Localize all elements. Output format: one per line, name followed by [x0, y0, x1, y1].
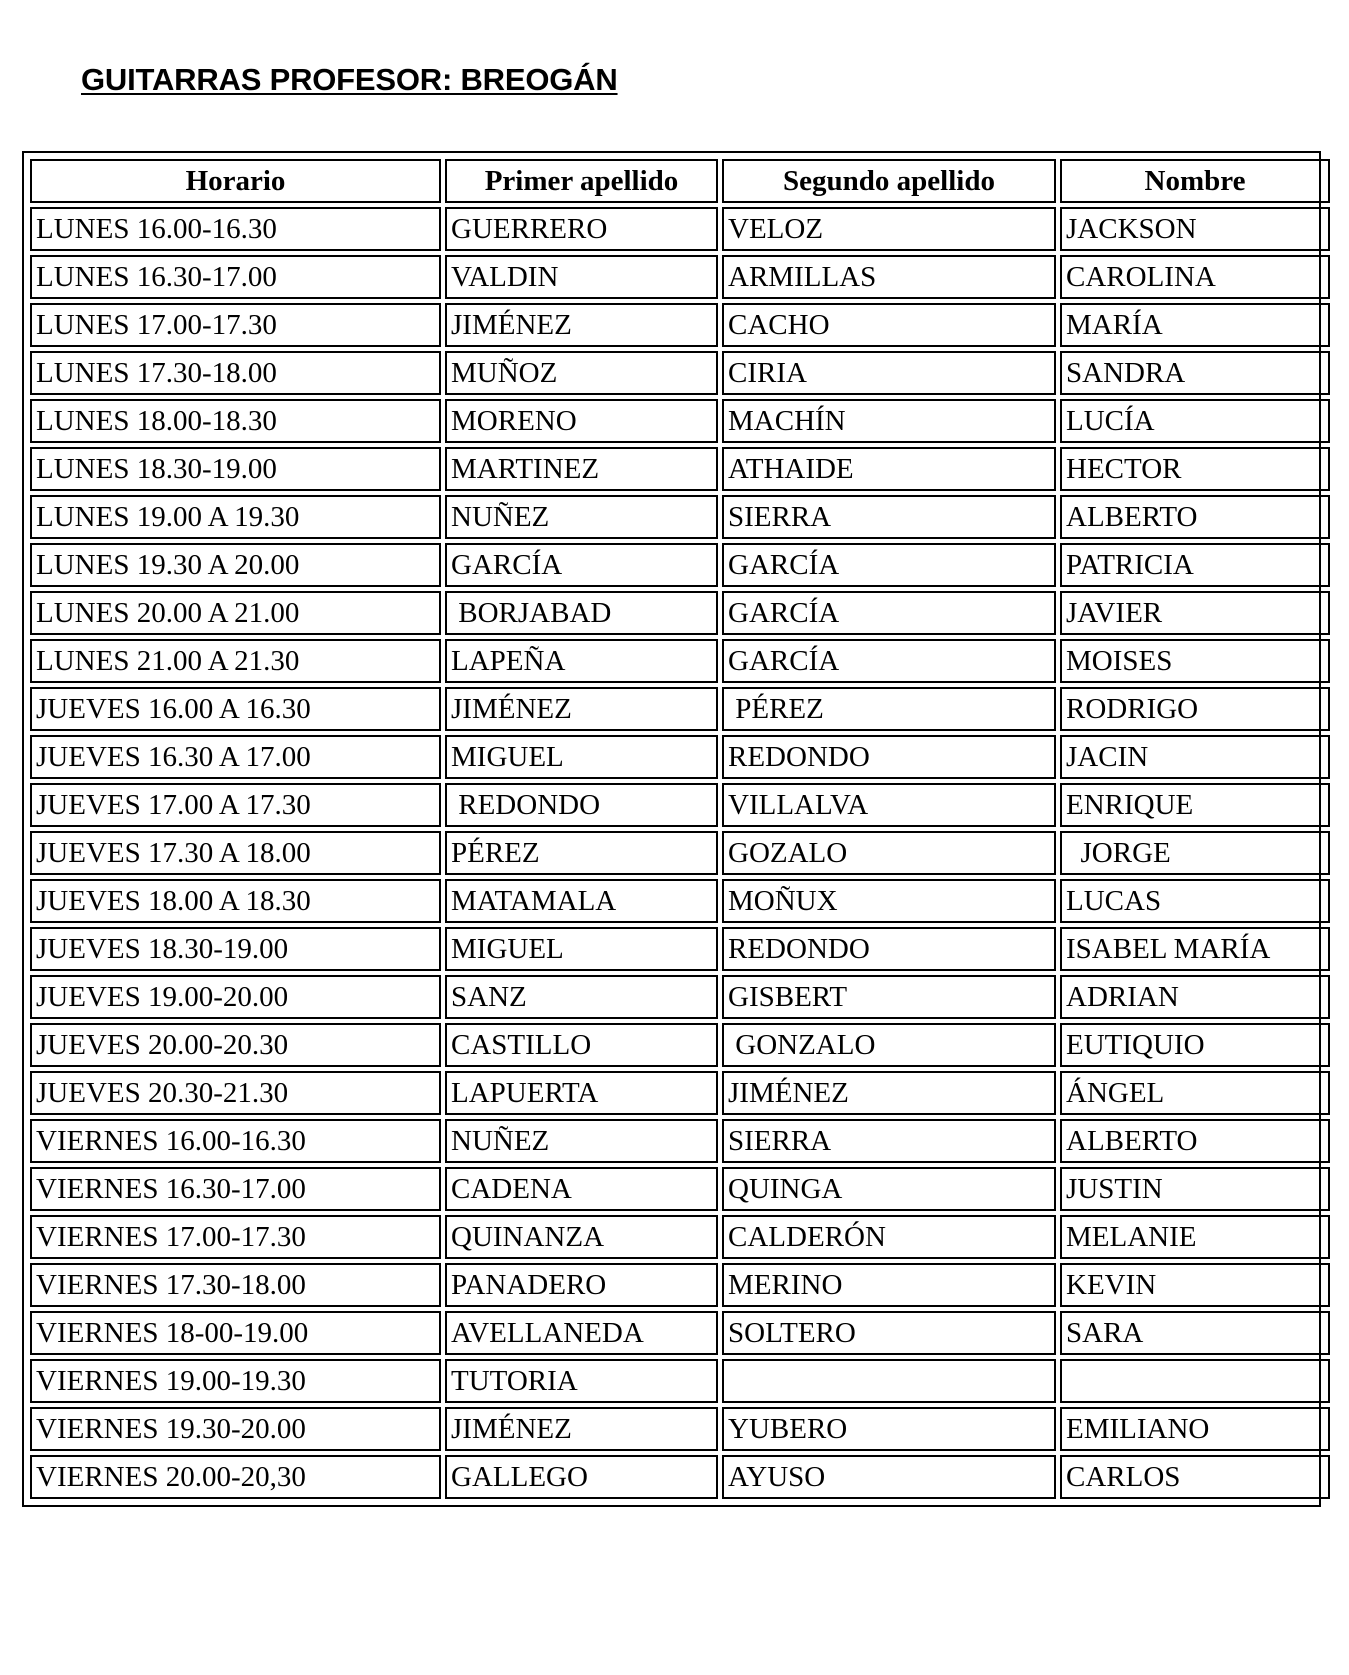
nombre-cell: LUCAS [1060, 879, 1330, 923]
primer-apellido-cell: QUINANZA [445, 1215, 718, 1259]
segundo-apellido-cell: CACHO [722, 303, 1056, 347]
primer-apellido-cell: CADENA [445, 1167, 718, 1211]
nombre-cell: SARA [1060, 1311, 1330, 1355]
nombre-cell: ISABEL MARÍA [1060, 927, 1330, 971]
segundo-apellido-cell: SOLTERO [722, 1311, 1056, 1355]
primer-apellido-cell: PÉREZ [445, 831, 718, 875]
column-header-segundo-apellido: Segundo apellido [722, 159, 1056, 203]
horario-cell: LUNES 18.30-19.00 [30, 447, 441, 491]
segundo-apellido-cell: YUBERO [722, 1407, 1056, 1451]
nombre-cell: JUSTIN [1060, 1167, 1330, 1211]
segundo-apellido-cell: ATHAIDE [722, 447, 1056, 491]
nombre-cell: EUTIQUIO [1060, 1023, 1330, 1067]
nombre-cell: KEVIN [1060, 1263, 1330, 1307]
segundo-apellido-cell: GARCÍA [722, 639, 1056, 683]
horario-cell: LUNES 19.00 A 19.30 [30, 495, 441, 539]
segundo-apellido-cell: MERINO [722, 1263, 1056, 1307]
primer-apellido-cell: TUTORIA [445, 1359, 718, 1403]
horario-cell: LUNES 20.00 A 21.00 [30, 591, 441, 635]
nombre-cell: MARÍA [1060, 303, 1330, 347]
table-row [30, 1455, 1330, 1499]
schedule-table [26, 155, 1334, 1503]
horario-cell: VIERNES 17.00-17.30 [30, 1215, 441, 1259]
nombre-cell: ALBERTO [1060, 1119, 1330, 1163]
schedule-table-frame [22, 151, 1321, 1507]
schedule-body [30, 207, 1330, 1499]
table-row [30, 927, 1330, 971]
horario-cell: LUNES 19.30 A 20.00 [30, 543, 441, 587]
primer-apellido-cell: LAPEÑA [445, 639, 718, 683]
nombre-cell: SANDRA [1060, 351, 1330, 395]
segundo-apellido-cell: MOÑUX [722, 879, 1056, 923]
nombre-cell: ADRIAN [1060, 975, 1330, 1019]
horario-cell: LUNES 16.00-16.30 [30, 207, 441, 251]
primer-apellido-cell: GARCÍA [445, 543, 718, 587]
nombre-cell: RODRIGO [1060, 687, 1330, 731]
table-row [30, 351, 1330, 395]
segundo-apellido-cell: SIERRA [722, 495, 1056, 539]
nombre-cell: LUCÍA [1060, 399, 1330, 443]
primer-apellido-cell: JIMÉNEZ [445, 303, 718, 347]
horario-cell: LUNES 18.00-18.30 [30, 399, 441, 443]
primer-apellido-cell: JIMÉNEZ [445, 1407, 718, 1451]
table-row [30, 783, 1330, 827]
segundo-apellido-cell: GONZALO [722, 1023, 1056, 1067]
primer-apellido-cell: LAPUERTA [445, 1071, 718, 1115]
nombre-cell [1060, 1359, 1330, 1403]
nombre-cell: ENRIQUE [1060, 783, 1330, 827]
horario-cell: LUNES 17.30-18.00 [30, 351, 441, 395]
horario-cell: JUEVES 20.00-20.30 [30, 1023, 441, 1067]
horario-cell: JUEVES 18.30-19.00 [30, 927, 441, 971]
primer-apellido-cell: AVELLANEDA [445, 1311, 718, 1355]
horario-cell: JUEVES 17.00 A 17.30 [30, 783, 441, 827]
segundo-apellido-cell: MACHÍN [722, 399, 1056, 443]
segundo-apellido-cell: JIMÉNEZ [722, 1071, 1056, 1115]
table-row [30, 1311, 1330, 1355]
table-row [30, 1359, 1330, 1403]
primer-apellido-cell: MUÑOZ [445, 351, 718, 395]
nombre-cell: EMILIANO [1060, 1407, 1330, 1451]
table-row [30, 831, 1330, 875]
horario-cell: VIERNES 19.30-20.00 [30, 1407, 441, 1451]
segundo-apellido-cell: CALDERÓN [722, 1215, 1056, 1259]
segundo-apellido-cell: AYUSO [722, 1455, 1056, 1499]
table-row [30, 255, 1330, 299]
primer-apellido-cell: MATAMALA [445, 879, 718, 923]
nombre-cell: CARLOS [1060, 1455, 1330, 1499]
primer-apellido-cell: MIGUEL [445, 927, 718, 971]
horario-cell: VIERNES 17.30-18.00 [30, 1263, 441, 1307]
table-row [30, 879, 1330, 923]
nombre-cell: MOISES [1060, 639, 1330, 683]
segundo-apellido-cell: PÉREZ [722, 687, 1056, 731]
column-header-nombre: Nombre [1060, 159, 1330, 203]
segundo-apellido-cell: CIRIA [722, 351, 1056, 395]
segundo-apellido-cell: GISBERT [722, 975, 1056, 1019]
primer-apellido-cell: PANADERO [445, 1263, 718, 1307]
primer-apellido-cell: SANZ [445, 975, 718, 1019]
primer-apellido-cell: CASTILLO [445, 1023, 718, 1067]
primer-apellido-cell: MIGUEL [445, 735, 718, 779]
table-row [30, 735, 1330, 779]
nombre-cell: ÁNGEL [1060, 1071, 1330, 1115]
table-row [30, 687, 1330, 731]
nombre-cell: PATRICIA [1060, 543, 1330, 587]
horario-cell: LUNES 21.00 A 21.30 [30, 639, 441, 683]
primer-apellido-cell: JIMÉNEZ [445, 687, 718, 731]
table-row [30, 1167, 1330, 1211]
horario-cell: JUEVES 20.30-21.30 [30, 1071, 441, 1115]
header-row [30, 159, 1330, 203]
nombre-cell: CAROLINA [1060, 255, 1330, 299]
horario-cell: VIERNES 20.00-20,30 [30, 1455, 441, 1499]
segundo-apellido-cell: ARMILLAS [722, 255, 1056, 299]
primer-apellido-cell: MORENO [445, 399, 718, 443]
segundo-apellido-cell: REDONDO [722, 927, 1056, 971]
nombre-cell: JAVIER [1060, 591, 1330, 635]
primer-apellido-cell: NUÑEZ [445, 495, 718, 539]
table-row [30, 543, 1330, 587]
segundo-apellido-cell: VILLALVA [722, 783, 1056, 827]
page-title: GUITARRAS PROFESOR: BREOGÁN [81, 62, 618, 97]
primer-apellido-cell: MARTINEZ [445, 447, 718, 491]
primer-apellido-cell: GUERRERO [445, 207, 718, 251]
primer-apellido-cell: GALLEGO [445, 1455, 718, 1499]
horario-cell: VIERNES 16.00-16.30 [30, 1119, 441, 1163]
segundo-apellido-cell: SIERRA [722, 1119, 1056, 1163]
segundo-apellido-cell: GOZALO [722, 831, 1056, 875]
table-row [30, 1071, 1330, 1115]
segundo-apellido-cell: REDONDO [722, 735, 1056, 779]
nombre-cell: JACIN [1060, 735, 1330, 779]
table-row [30, 447, 1330, 491]
table-row [30, 495, 1330, 539]
table-row [30, 1119, 1330, 1163]
horario-cell: VIERNES 16.30-17.00 [30, 1167, 441, 1211]
nombre-cell: JORGE [1060, 831, 1330, 875]
segundo-apellido-cell: GARCÍA [722, 591, 1056, 635]
horario-cell: VIERNES 18-00-19.00 [30, 1311, 441, 1355]
table-row [30, 1215, 1330, 1259]
table-row [30, 1023, 1330, 1067]
table-row [30, 1407, 1330, 1451]
nombre-cell: HECTOR [1060, 447, 1330, 491]
segundo-apellido-cell: GARCÍA [722, 543, 1056, 587]
primer-apellido-cell: VALDIN [445, 255, 718, 299]
nombre-cell: ALBERTO [1060, 495, 1330, 539]
horario-cell: LUNES 16.30-17.00 [30, 255, 441, 299]
horario-cell: VIERNES 19.00-19.30 [30, 1359, 441, 1403]
table-row [30, 639, 1330, 683]
horario-cell: JUEVES 18.00 A 18.30 [30, 879, 441, 923]
table-row [30, 303, 1330, 347]
segundo-apellido-cell: QUINGA [722, 1167, 1056, 1211]
column-header-primer-apellido: Primer apellido [445, 159, 718, 203]
nombre-cell: JACKSON [1060, 207, 1330, 251]
segundo-apellido-cell [722, 1359, 1056, 1403]
horario-cell: JUEVES 16.30 A 17.00 [30, 735, 441, 779]
horario-cell: JUEVES 19.00-20.00 [30, 975, 441, 1019]
table-row [30, 399, 1330, 443]
segundo-apellido-cell: VELOZ [722, 207, 1056, 251]
horario-cell: LUNES 17.00-17.30 [30, 303, 441, 347]
horario-cell: JUEVES 16.00 A 16.30 [30, 687, 441, 731]
table-row [30, 591, 1330, 635]
primer-apellido-cell: BORJABAD [445, 591, 718, 635]
horario-cell: JUEVES 17.30 A 18.00 [30, 831, 441, 875]
table-row [30, 1263, 1330, 1307]
primer-apellido-cell: NUÑEZ [445, 1119, 718, 1163]
primer-apellido-cell: REDONDO [445, 783, 718, 827]
table-row [30, 207, 1330, 251]
table-row [30, 975, 1330, 1019]
nombre-cell: MELANIE [1060, 1215, 1330, 1259]
column-header-horario: Horario [30, 159, 441, 203]
